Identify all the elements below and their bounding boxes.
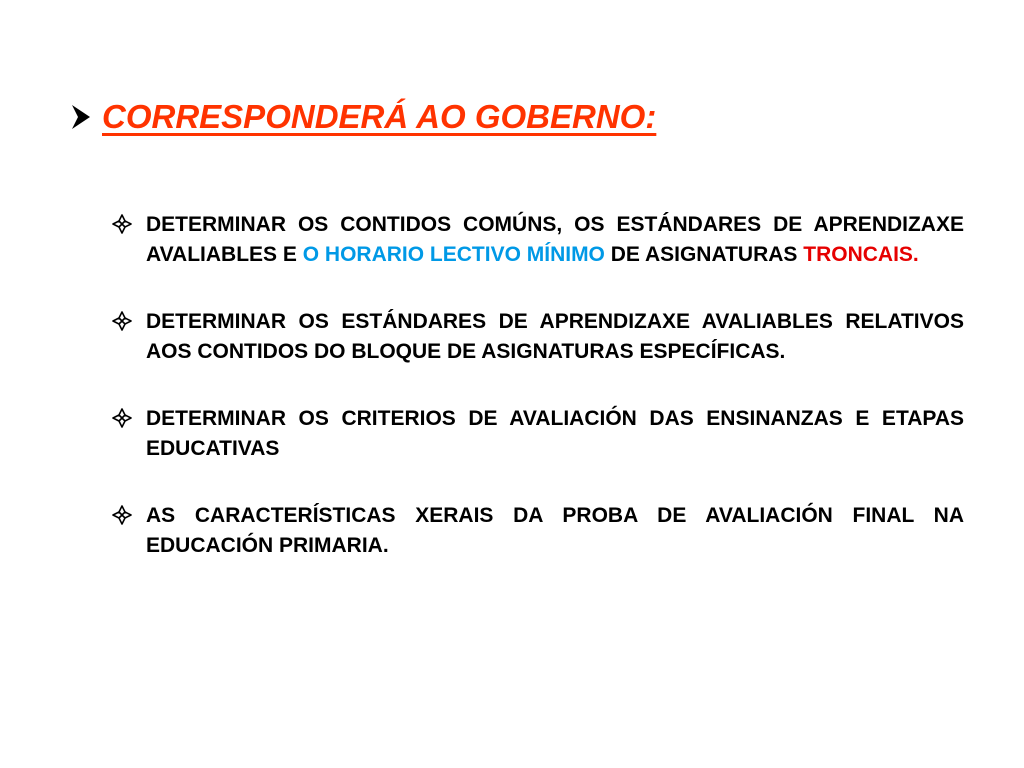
- bullet-list: [112, 210, 964, 561]
- list-item: [112, 404, 964, 464]
- bullet-text: [146, 501, 964, 561]
- arrowhead-bullet-icon: [70, 103, 92, 131]
- highlight-red-text: TRONCAIS.: [803, 243, 919, 266]
- bullet-text: [146, 404, 964, 464]
- list-item: [112, 210, 964, 270]
- list-item: [112, 307, 964, 367]
- slide-heading: [70, 98, 656, 136]
- bullet-text-segment: DETERMINAR OS ESTÁNDARES DE APRENDIZAXE AVALIABLES RELATIVOS AOS CONTIDOS DO BLOQUE DE ASIGNATURAS ESPECÍFICAS.: [146, 310, 964, 363]
- highlight-blue-text: O HORARIO LECTIVO MÍNIMO: [302, 243, 605, 266]
- heading-title: CORRESPONDERÁ AO GOBERNO:: [102, 98, 657, 135]
- bullet-text-segment: DETERMINAR OS CONTIDOS COMÚNS, OS ESTÁNDARES DE APRENDIZAXE AVALIABLES E: [146, 213, 964, 266]
- four-petal-diamond-icon: [112, 408, 132, 428]
- list-item: [112, 501, 964, 561]
- bullet-text-segment: DE ASIGNATURAS: [604, 243, 804, 266]
- bullet-text-segment: DETERMINAR OS CRITERIOS DE AVALIACIÓN DAS ENSINANZAS E ETAPAS EDUCATIVAS: [146, 407, 964, 460]
- bullet-text-segment: AS CARACTERÍSTICAS XERAIS DA PROBA DE AVALIACIÓN FINAL NA EDUCACIÓN PRIMARIA.: [146, 504, 964, 557]
- bullet-text: [146, 210, 964, 270]
- four-petal-diamond-icon: [112, 214, 132, 234]
- four-petal-diamond-icon: [112, 311, 132, 331]
- four-petal-diamond-icon: [112, 505, 132, 525]
- bullet-text: [146, 307, 964, 367]
